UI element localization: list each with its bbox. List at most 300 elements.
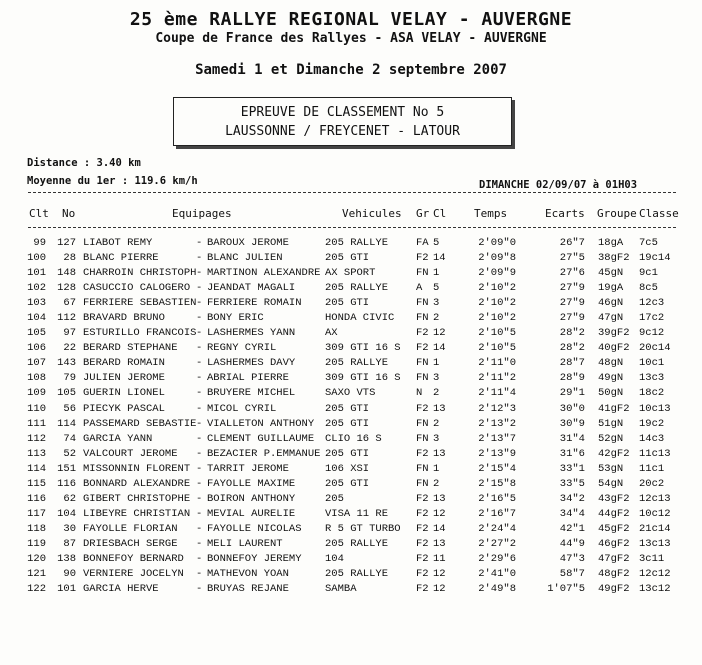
codriver-separator: - (196, 282, 203, 295)
col-header-equipages: Equipages (172, 207, 232, 220)
group-rank-cell: 45gF2 (598, 522, 630, 535)
rank-cell: 100 (27, 252, 46, 265)
separator-header (28, 227, 676, 228)
codriver-separator: - (196, 507, 203, 520)
codriver-separator: - (196, 417, 203, 430)
rank-cell: 109 (27, 387, 46, 400)
table-row (0, 492, 702, 507)
group-cell: F2 (416, 402, 429, 415)
car-number-cell: 127 (57, 237, 76, 249)
table-row (0, 311, 702, 326)
vehicle-cell: 205 RALLYE (325, 282, 389, 295)
stage-time-cell: 2'24"4 (478, 522, 516, 535)
class-rank-cell: 11c13 (639, 447, 671, 460)
class-rank-cell: 9c12 (639, 327, 665, 340)
codriver-separator: - (196, 402, 203, 415)
driver-name-cell: GUERIN LIONEL (83, 387, 165, 400)
vehicle-cell: 205 RALLYE (325, 537, 389, 550)
driver-name-cell: FERRIERE SEBASTIEN (83, 297, 197, 310)
class-rank-cell: 17c2 (639, 312, 665, 325)
vehicle-cell: SAXO VTS (325, 387, 376, 400)
gap-cell: 31"4 (559, 432, 585, 445)
class-cell: 13 (433, 537, 446, 550)
class-rank-cell: 10c12 (639, 507, 671, 520)
group-rank-cell: 50gN (598, 387, 624, 400)
rank-cell: 120 (27, 552, 46, 565)
table-row (0, 402, 702, 417)
class-cell: 1 (433, 357, 440, 370)
stage-time-cell: 2'15"4 (478, 462, 516, 475)
stage-time-cell: 2'11"4 (478, 387, 516, 400)
gap-cell: 30"9 (559, 417, 585, 430)
codriver-separator: - (196, 447, 203, 460)
car-number-cell: 56 (63, 402, 76, 415)
car-number-cell: 104 (57, 507, 76, 520)
codriver-separator: - (196, 327, 203, 340)
vehicle-cell: R 5 GT TURBO (325, 522, 401, 535)
gap-cell: 28"7 (559, 357, 585, 370)
driver-name-cell: BRAVARD BRUNO (83, 312, 165, 325)
rank-cell: 101 (27, 267, 46, 280)
class-cell: 14 (433, 522, 446, 535)
rank-cell: 110 (27, 402, 46, 415)
rank-cell: 99 (33, 237, 46, 249)
col-header-cl: Cl (433, 207, 447, 220)
codriver-name-cell: ABRIAL PIERRE (207, 372, 289, 385)
group-rank-cell: 49gF2 (598, 583, 630, 596)
rank-cell: 104 (27, 312, 46, 325)
table-row (0, 567, 702, 582)
vehicle-cell: 309 GTI 16 S (325, 372, 401, 385)
class-rank-cell: 21c14 (639, 522, 671, 535)
average-speed-label: Moyenne du 1er : 119.6 km/h (27, 175, 198, 187)
gap-cell: 34"2 (559, 492, 585, 505)
stage-route: LAUSSONNE / FREYCENET - LATOUR (225, 124, 460, 139)
vehicle-cell: HONDA CIVIC (325, 312, 395, 325)
codriver-name-cell: BONY ERIC (207, 312, 264, 325)
table-row (0, 432, 702, 447)
codriver-name-cell: BAROUX JEROME (207, 237, 289, 249)
driver-name-cell: DRIESBACH SERGE (83, 537, 178, 550)
rank-cell: 122 (27, 583, 46, 596)
gap-cell: 27"9 (559, 297, 585, 310)
driver-name-cell: CASUCCIO CALOGERO (83, 282, 191, 295)
group-rank-cell: 45gN (598, 267, 624, 280)
rank-cell: 121 (27, 568, 46, 581)
car-number-cell: 87 (63, 537, 76, 550)
stage-time-cell: 2'16"5 (478, 492, 516, 505)
group-rank-cell: 47gN (598, 312, 624, 325)
codriver-separator: - (196, 237, 203, 249)
group-rank-cell: 38gF2 (598, 252, 630, 265)
class-cell: 12 (433, 327, 446, 340)
vehicle-cell: CLIO 16 S (325, 432, 382, 445)
codriver-separator: - (196, 477, 203, 490)
results-table (0, 236, 702, 597)
group-cell: F2 (416, 552, 429, 565)
group-rank-cell: 44gF2 (598, 507, 630, 520)
driver-name-cell: GIBERT CHRISTOPHE (83, 492, 191, 505)
codriver-separator: - (196, 297, 203, 310)
codriver-name-cell: JEANDAT MAGALI (207, 282, 296, 295)
vehicle-cell: 205 GTI (325, 417, 370, 430)
rank-cell: 112 (27, 432, 46, 445)
separator-top (28, 192, 676, 193)
group-cell: N (416, 387, 423, 400)
class-rank-cell: 9c1 (639, 267, 658, 280)
class-cell: 14 (433, 252, 446, 265)
table-row (0, 341, 702, 356)
stage-time-cell: 2'10"5 (478, 327, 516, 340)
class-rank-cell: 7c5 (639, 237, 658, 249)
car-number-cell: 62 (63, 492, 76, 505)
table-row (0, 417, 702, 432)
class-rank-cell: 8c5 (639, 282, 658, 295)
rally-subtitle: Coupe de France des Rallyes - ASA VELAY - AUVERGNE (155, 31, 547, 46)
rank-cell: 118 (27, 522, 46, 535)
table-row (0, 552, 702, 567)
class-cell: 2 (433, 417, 440, 430)
codriver-name-cell: FAYOLLE NICOLAS (207, 522, 302, 535)
driver-name-cell: GARCIA HERVE (83, 583, 159, 596)
group-cell: F2 (416, 568, 429, 581)
col-header-clt: Clt (29, 207, 49, 220)
group-cell: F2 (416, 327, 429, 340)
table-row (0, 356, 702, 371)
class-rank-cell: 12c12 (639, 568, 671, 581)
gap-cell: 44"9 (559, 537, 585, 550)
gap-cell: 42"1 (559, 522, 585, 535)
car-number-cell: 143 (57, 357, 76, 370)
class-rank-cell: 20c14 (639, 342, 671, 355)
rally-title: 25 ème RALLYE REGIONAL VELAY - AUVERGNE (129, 9, 573, 30)
class-rank-cell: 19c2 (639, 417, 665, 430)
table-row (0, 326, 702, 341)
car-number-cell: 114 (57, 417, 76, 430)
table-row (0, 281, 702, 296)
codriver-separator: - (196, 537, 203, 550)
car-number-cell: 67 (63, 297, 76, 310)
stage-time-cell: 2'09"0 (478, 237, 516, 249)
group-rank-cell: 54gN (598, 477, 624, 490)
stage-time-cell: 2'12"3 (478, 402, 516, 415)
table-row (0, 582, 702, 597)
class-cell: 11 (433, 552, 446, 565)
rank-cell: 116 (27, 492, 46, 505)
rank-cell: 103 (27, 297, 46, 310)
table-row (0, 296, 702, 311)
codriver-separator: - (196, 552, 203, 565)
gap-cell: 30"0 (559, 402, 585, 415)
rank-cell: 105 (27, 327, 46, 340)
table-row (0, 386, 702, 401)
driver-name-cell: FAYOLLE FLORIAN (83, 522, 178, 535)
class-cell: 2 (433, 312, 440, 325)
codriver-separator: - (196, 432, 203, 445)
car-number-cell: 28 (63, 252, 76, 265)
group-cell: FN (416, 432, 429, 445)
car-number-cell: 148 (57, 267, 76, 280)
class-rank-cell: 13c12 (639, 583, 671, 596)
codriver-name-cell: BEZACIER P.EMMANUE (207, 447, 321, 460)
class-cell: 3 (433, 432, 440, 445)
stage-time-cell: 2'09"9 (478, 267, 516, 280)
codriver-name-cell: VIALLETON ANTHONY (207, 417, 315, 430)
group-cell: FN (416, 357, 429, 370)
class-cell: 5 (433, 237, 440, 249)
class-cell: 14 (433, 342, 446, 355)
group-cell: F2 (416, 522, 429, 535)
table-row (0, 477, 702, 492)
driver-name-cell: BERARD STEPHANE (83, 342, 178, 355)
codriver-separator: - (196, 357, 203, 370)
table-row (0, 462, 702, 477)
group-cell: FA (416, 237, 429, 249)
group-cell: FN (416, 372, 429, 385)
rank-cell: 108 (27, 372, 46, 385)
car-number-cell: 101 (57, 583, 76, 596)
vehicle-cell: 205 GTI (325, 252, 370, 265)
driver-name-cell: LIBEYRE CHRISTIAN (83, 507, 191, 520)
car-number-cell: 128 (57, 282, 76, 295)
group-cell: FN (416, 477, 429, 490)
group-rank-cell: 47gF2 (598, 552, 630, 565)
codriver-separator: - (196, 583, 203, 596)
codriver-name-cell: CLEMENT GUILLAUME (207, 432, 315, 445)
group-cell: F2 (416, 583, 429, 596)
vehicle-cell: 205 GTI (325, 297, 370, 310)
car-number-cell: 151 (57, 462, 76, 475)
codriver-name-cell: LASHERMES YANN (207, 327, 296, 340)
car-number-cell: 105 (57, 387, 76, 400)
group-cell: F2 (416, 342, 429, 355)
group-rank-cell: 18gA (598, 237, 624, 249)
vehicle-cell: AX SPORT (325, 267, 376, 280)
class-cell: 2 (433, 387, 440, 400)
distance-label: Distance : 3.40 km (27, 157, 141, 169)
codriver-separator: - (196, 267, 203, 280)
codriver-name-cell: BOIRON ANTHONY (207, 492, 296, 505)
driver-name-cell: BLANC PIERRE (83, 252, 159, 265)
stage-time-cell: 2'13"9 (478, 447, 516, 460)
table-row (0, 371, 702, 386)
codriver-name-cell: MARTINON ALEXANDRE (207, 267, 321, 280)
codriver-name-cell: MATHEVON YOAN (207, 568, 289, 581)
group-rank-cell: 43gF2 (598, 492, 630, 505)
car-number-cell: 138 (57, 552, 76, 565)
rank-cell: 117 (27, 507, 46, 520)
group-rank-cell: 42gF2 (598, 447, 630, 460)
group-rank-cell: 48gN (598, 357, 624, 370)
class-cell: 3 (433, 372, 440, 385)
group-rank-cell: 46gF2 (598, 537, 630, 550)
driver-name-cell: JULIEN JEROME (83, 372, 165, 385)
class-rank-cell: 11c1 (639, 462, 665, 475)
stage-time-cell: 2'15"8 (478, 477, 516, 490)
gap-cell: 28"2 (559, 342, 585, 355)
driver-name-cell: BONNARD ALEXANDRE (83, 477, 191, 490)
gap-cell: 27"6 (559, 267, 585, 280)
rank-cell: 107 (27, 357, 46, 370)
driver-name-cell: GARCIA YANN (83, 432, 153, 445)
vehicle-cell: SAMBA (325, 583, 357, 596)
class-rank-cell: 13c13 (639, 537, 671, 550)
group-cell: F2 (416, 252, 429, 265)
car-number-cell: 116 (57, 477, 76, 490)
stage-title-box (173, 97, 512, 146)
vehicle-cell: 205 (325, 492, 344, 505)
codriver-separator: - (196, 522, 203, 535)
codriver-name-cell: REGNY CYRIL (207, 342, 277, 355)
driver-name-cell: VALCOURT JEROME (83, 447, 178, 460)
table-row (0, 236, 702, 251)
car-number-cell: 112 (57, 312, 76, 325)
gap-cell: 47"3 (559, 552, 585, 565)
vehicle-cell: 205 GTI (325, 402, 370, 415)
vehicle-cell: 309 GTI 16 S (325, 342, 401, 355)
vehicle-cell: 205 RALLYE (325, 237, 389, 249)
col-header-vehicules: Vehicules (342, 207, 402, 220)
rank-cell: 111 (27, 417, 46, 430)
class-rank-cell: 3c11 (639, 552, 665, 565)
table-row (0, 537, 702, 552)
gap-cell: 33"5 (559, 477, 585, 490)
driver-name-cell: PASSEMARD SEBASTIE (83, 417, 197, 430)
vehicle-cell: 205 RALLYE (325, 568, 389, 581)
gap-cell: 28"2 (559, 327, 585, 340)
table-row (0, 251, 702, 266)
class-rank-cell: 20c2 (639, 477, 665, 490)
stage-time-cell: 2'41"0 (478, 568, 516, 581)
vehicle-cell: 205 RALLYE (325, 357, 389, 370)
codriver-separator: - (196, 252, 203, 265)
class-cell: 13 (433, 447, 446, 460)
vehicle-cell: 205 GTI (325, 447, 370, 460)
col-header-ecarts: Ecarts (545, 207, 585, 220)
group-cell: F2 (416, 492, 429, 505)
stage-time-cell: 2'11"0 (478, 357, 516, 370)
stage-time-cell: 2'29"6 (478, 552, 516, 565)
rank-cell: 114 (27, 462, 46, 475)
group-rank-cell: 41gF2 (598, 402, 630, 415)
car-number-cell: 97 (63, 327, 76, 340)
driver-name-cell: BONNEFOY BERNARD (83, 552, 184, 565)
class-cell: 5 (433, 282, 440, 295)
codriver-name-cell: BLANC JULIEN (207, 252, 283, 265)
class-cell: 1 (433, 267, 440, 280)
group-rank-cell: 19gA (598, 282, 624, 295)
codriver-name-cell: BONNEFOY JEREMY (207, 552, 302, 565)
table-row (0, 266, 702, 281)
codriver-separator: - (196, 568, 203, 581)
driver-name-cell: ESTURILLO FRANCOIS (83, 327, 197, 340)
car-number-cell: 30 (63, 522, 76, 535)
gap-cell: 27"9 (559, 282, 585, 295)
stage-time-cell: 2'09"8 (478, 252, 516, 265)
codriver-name-cell: MELI LAURENT (207, 537, 283, 550)
class-cell: 2 (433, 477, 440, 490)
vehicle-cell: VISA 11 RE (325, 507, 389, 520)
gap-cell: 27"9 (559, 312, 585, 325)
codriver-name-cell: BRUYERE MICHEL (207, 387, 296, 400)
driver-name-cell: BERARD ROMAIN (83, 357, 165, 370)
group-cell: FN (416, 312, 429, 325)
class-rank-cell: 18c2 (639, 387, 665, 400)
stage-time-cell: 2'10"2 (478, 297, 516, 310)
class-rank-cell: 12c3 (639, 297, 665, 310)
class-rank-cell: 10c13 (639, 402, 671, 415)
group-cell: FN (416, 267, 429, 280)
gap-cell: 58"7 (559, 568, 585, 581)
car-number-cell: 22 (63, 342, 76, 355)
codriver-separator: - (196, 372, 203, 385)
vehicle-cell: 205 GTI (325, 477, 370, 490)
group-rank-cell: 53gN (598, 462, 624, 475)
gap-cell: 1'07"5 (547, 583, 585, 596)
gap-cell: 31"6 (559, 447, 585, 460)
group-cell: FN (416, 417, 429, 430)
group-cell: FN (416, 462, 429, 475)
codriver-name-cell: LASHERMES DAVY (207, 357, 296, 370)
rank-cell: 119 (27, 537, 46, 550)
group-rank-cell: 52gN (598, 432, 624, 445)
table-row (0, 447, 702, 462)
table-row (0, 507, 702, 522)
stage-time-cell: 2'10"2 (478, 282, 516, 295)
stage-time-cell: 2'27"2 (478, 537, 516, 550)
class-cell: 12 (433, 507, 446, 520)
driver-name-cell: CHARROIN CHRISTOPH (83, 267, 197, 280)
group-rank-cell: 49gN (598, 372, 624, 385)
stage-time-cell: 2'10"2 (478, 312, 516, 325)
group-cell: A (416, 282, 423, 295)
codriver-name-cell: MEVIAL AURELIE (207, 507, 296, 520)
codriver-separator: - (196, 342, 203, 355)
stage-number: EPREUVE DE CLASSEMENT No 5 (240, 105, 445, 120)
class-rank-cell: 13c3 (639, 372, 665, 385)
class-cell: 1 (433, 462, 440, 475)
col-header-classe: Classe (639, 207, 679, 220)
table-row (0, 522, 702, 537)
class-rank-cell: 14c3 (639, 432, 665, 445)
col-header-groupe: Groupe (597, 207, 637, 220)
group-rank-cell: 39gF2 (598, 327, 630, 340)
stage-time-cell: 2'49"8 (478, 583, 516, 596)
group-rank-cell: 46gN (598, 297, 624, 310)
driver-name-cell: MISSONNIN FLORENT (83, 462, 191, 475)
group-cell: F2 (416, 507, 429, 520)
group-rank-cell: 48gF2 (598, 568, 630, 581)
codriver-separator: - (196, 387, 203, 400)
gap-cell: 33"1 (559, 462, 585, 475)
gap-cell: 34"4 (559, 507, 585, 520)
group-cell: F2 (416, 537, 429, 550)
codriver-separator: - (196, 492, 203, 505)
rank-cell: 113 (27, 447, 46, 460)
stage-time-cell: 2'11"2 (478, 372, 516, 385)
driver-name-cell: PIECYK PASCAL (83, 402, 165, 415)
group-rank-cell: 51gN (598, 417, 624, 430)
class-rank-cell: 12c13 (639, 492, 671, 505)
stage-time-cell: 2'16"7 (478, 507, 516, 520)
codriver-name-cell: BRUYAS REJANE (207, 583, 289, 596)
codriver-separator: - (196, 312, 203, 325)
rank-cell: 102 (27, 282, 46, 295)
col-header-no: No (62, 207, 76, 220)
driver-name-cell: LIABOT REMY (83, 237, 153, 249)
class-cell: 3 (433, 297, 440, 310)
class-cell: 13 (433, 402, 446, 415)
